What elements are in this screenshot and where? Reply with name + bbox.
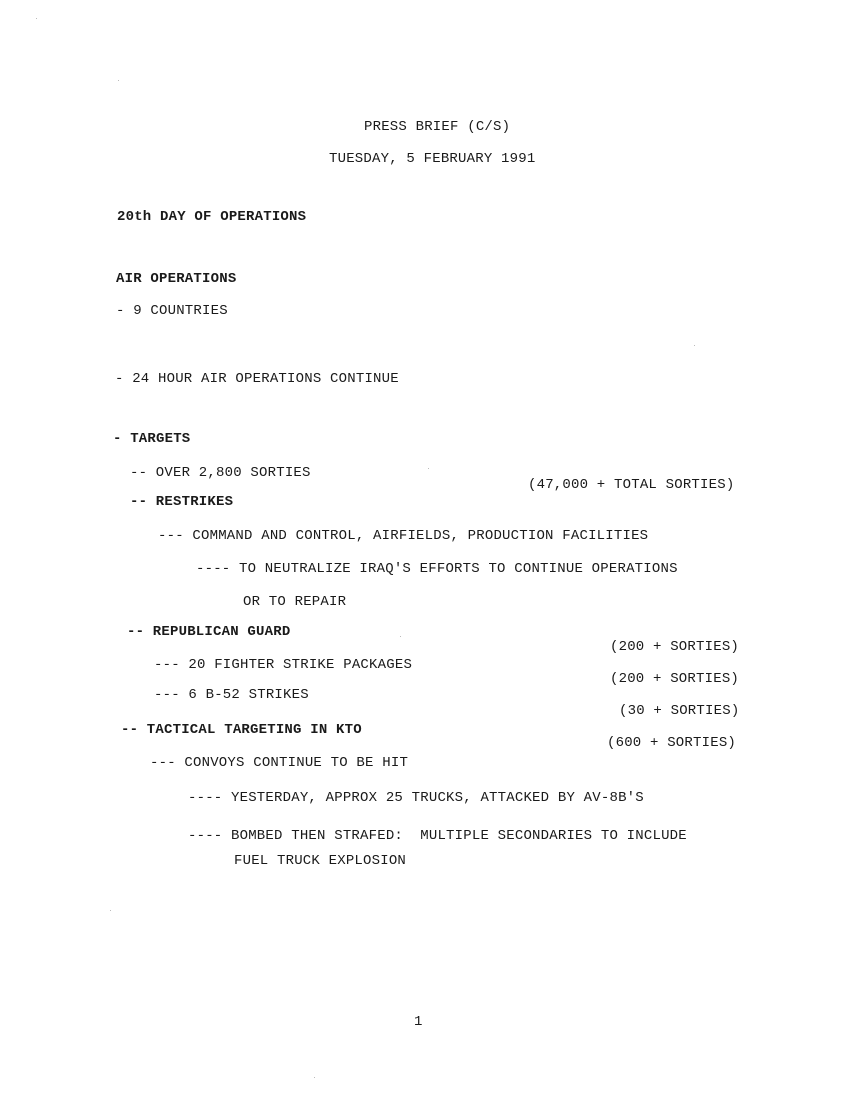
targets-heading: - TARGETS — [113, 431, 191, 447]
restrike-targets-line: --- COMMAND AND CONTROL, AIRFIELDS, PRODUCTION FACILITIES — [158, 528, 649, 544]
scan-speck — [110, 910, 111, 911]
continuous-operations-line: - 24 HOUR AIR OPERATIONS CONTINUE — [115, 371, 399, 387]
brief-title: PRESS BRIEF (C/S) — [364, 119, 511, 135]
yesterday-trucks-line: ---- YESTERDAY, APPROX 25 TRUCKS, ATTACKED BY AV-8B'S — [188, 790, 644, 806]
bombed-continuation: FUEL TRUCK EXPLOSION — [234, 853, 407, 869]
bombed-strafed-line: ---- BOMBED THEN STRAFED: MULTIPLE SECONDARIES TO INCLUDE — [188, 828, 687, 844]
restrikes-heading: -- RESTRIKES — [130, 494, 234, 510]
scan-speck — [694, 345, 695, 346]
sorties-line: -- OVER 2,800 SORTIES — [130, 465, 311, 481]
scan-speck — [428, 468, 429, 469]
air-operations-heading: AIR OPERATIONS — [116, 271, 237, 287]
scan-speck — [118, 80, 119, 81]
page-number: 1 — [414, 1014, 423, 1030]
republican-guard-sorties: (200 + SORTIES) — [610, 639, 740, 655]
republican-guard-heading: -- REPUBLICAN GUARD — [127, 624, 291, 640]
scan-speck — [314, 1077, 315, 1078]
b52-strikes-line: --- 6 B-52 STRIKES — [154, 687, 309, 703]
countries-line: - 9 COUNTRIES — [116, 303, 228, 319]
neutralize-line: ---- TO NEUTRALIZE IRAQ'S EFFORTS TO CONTINUE OPERATIONS — [196, 561, 678, 577]
fighter-packages-sorties: (200 + SORTIES) — [610, 671, 740, 687]
neutralize-continuation: OR TO REPAIR — [243, 594, 347, 610]
day-heading: 20th DAY OF OPERATIONS — [117, 209, 307, 225]
tactical-targeting-sorties: (600 + SORTIES) — [607, 735, 737, 751]
fighter-packages-line: --- 20 FIGHTER STRIKE PACKAGES — [154, 657, 413, 673]
b52-strikes-sorties: (30 + SORTIES) — [619, 703, 740, 719]
scan-speck — [400, 636, 401, 637]
tactical-targeting-heading: -- TACTICAL TARGETING IN KTO — [121, 722, 362, 738]
brief-date: TUESDAY, 5 FEBRUARY 1991 — [329, 151, 536, 167]
convoys-line: --- CONVOYS CONTINUE TO BE HIT — [150, 755, 409, 771]
scan-speck — [36, 18, 37, 19]
total-sorties-note: (47,000 + TOTAL SORTIES) — [528, 477, 735, 493]
